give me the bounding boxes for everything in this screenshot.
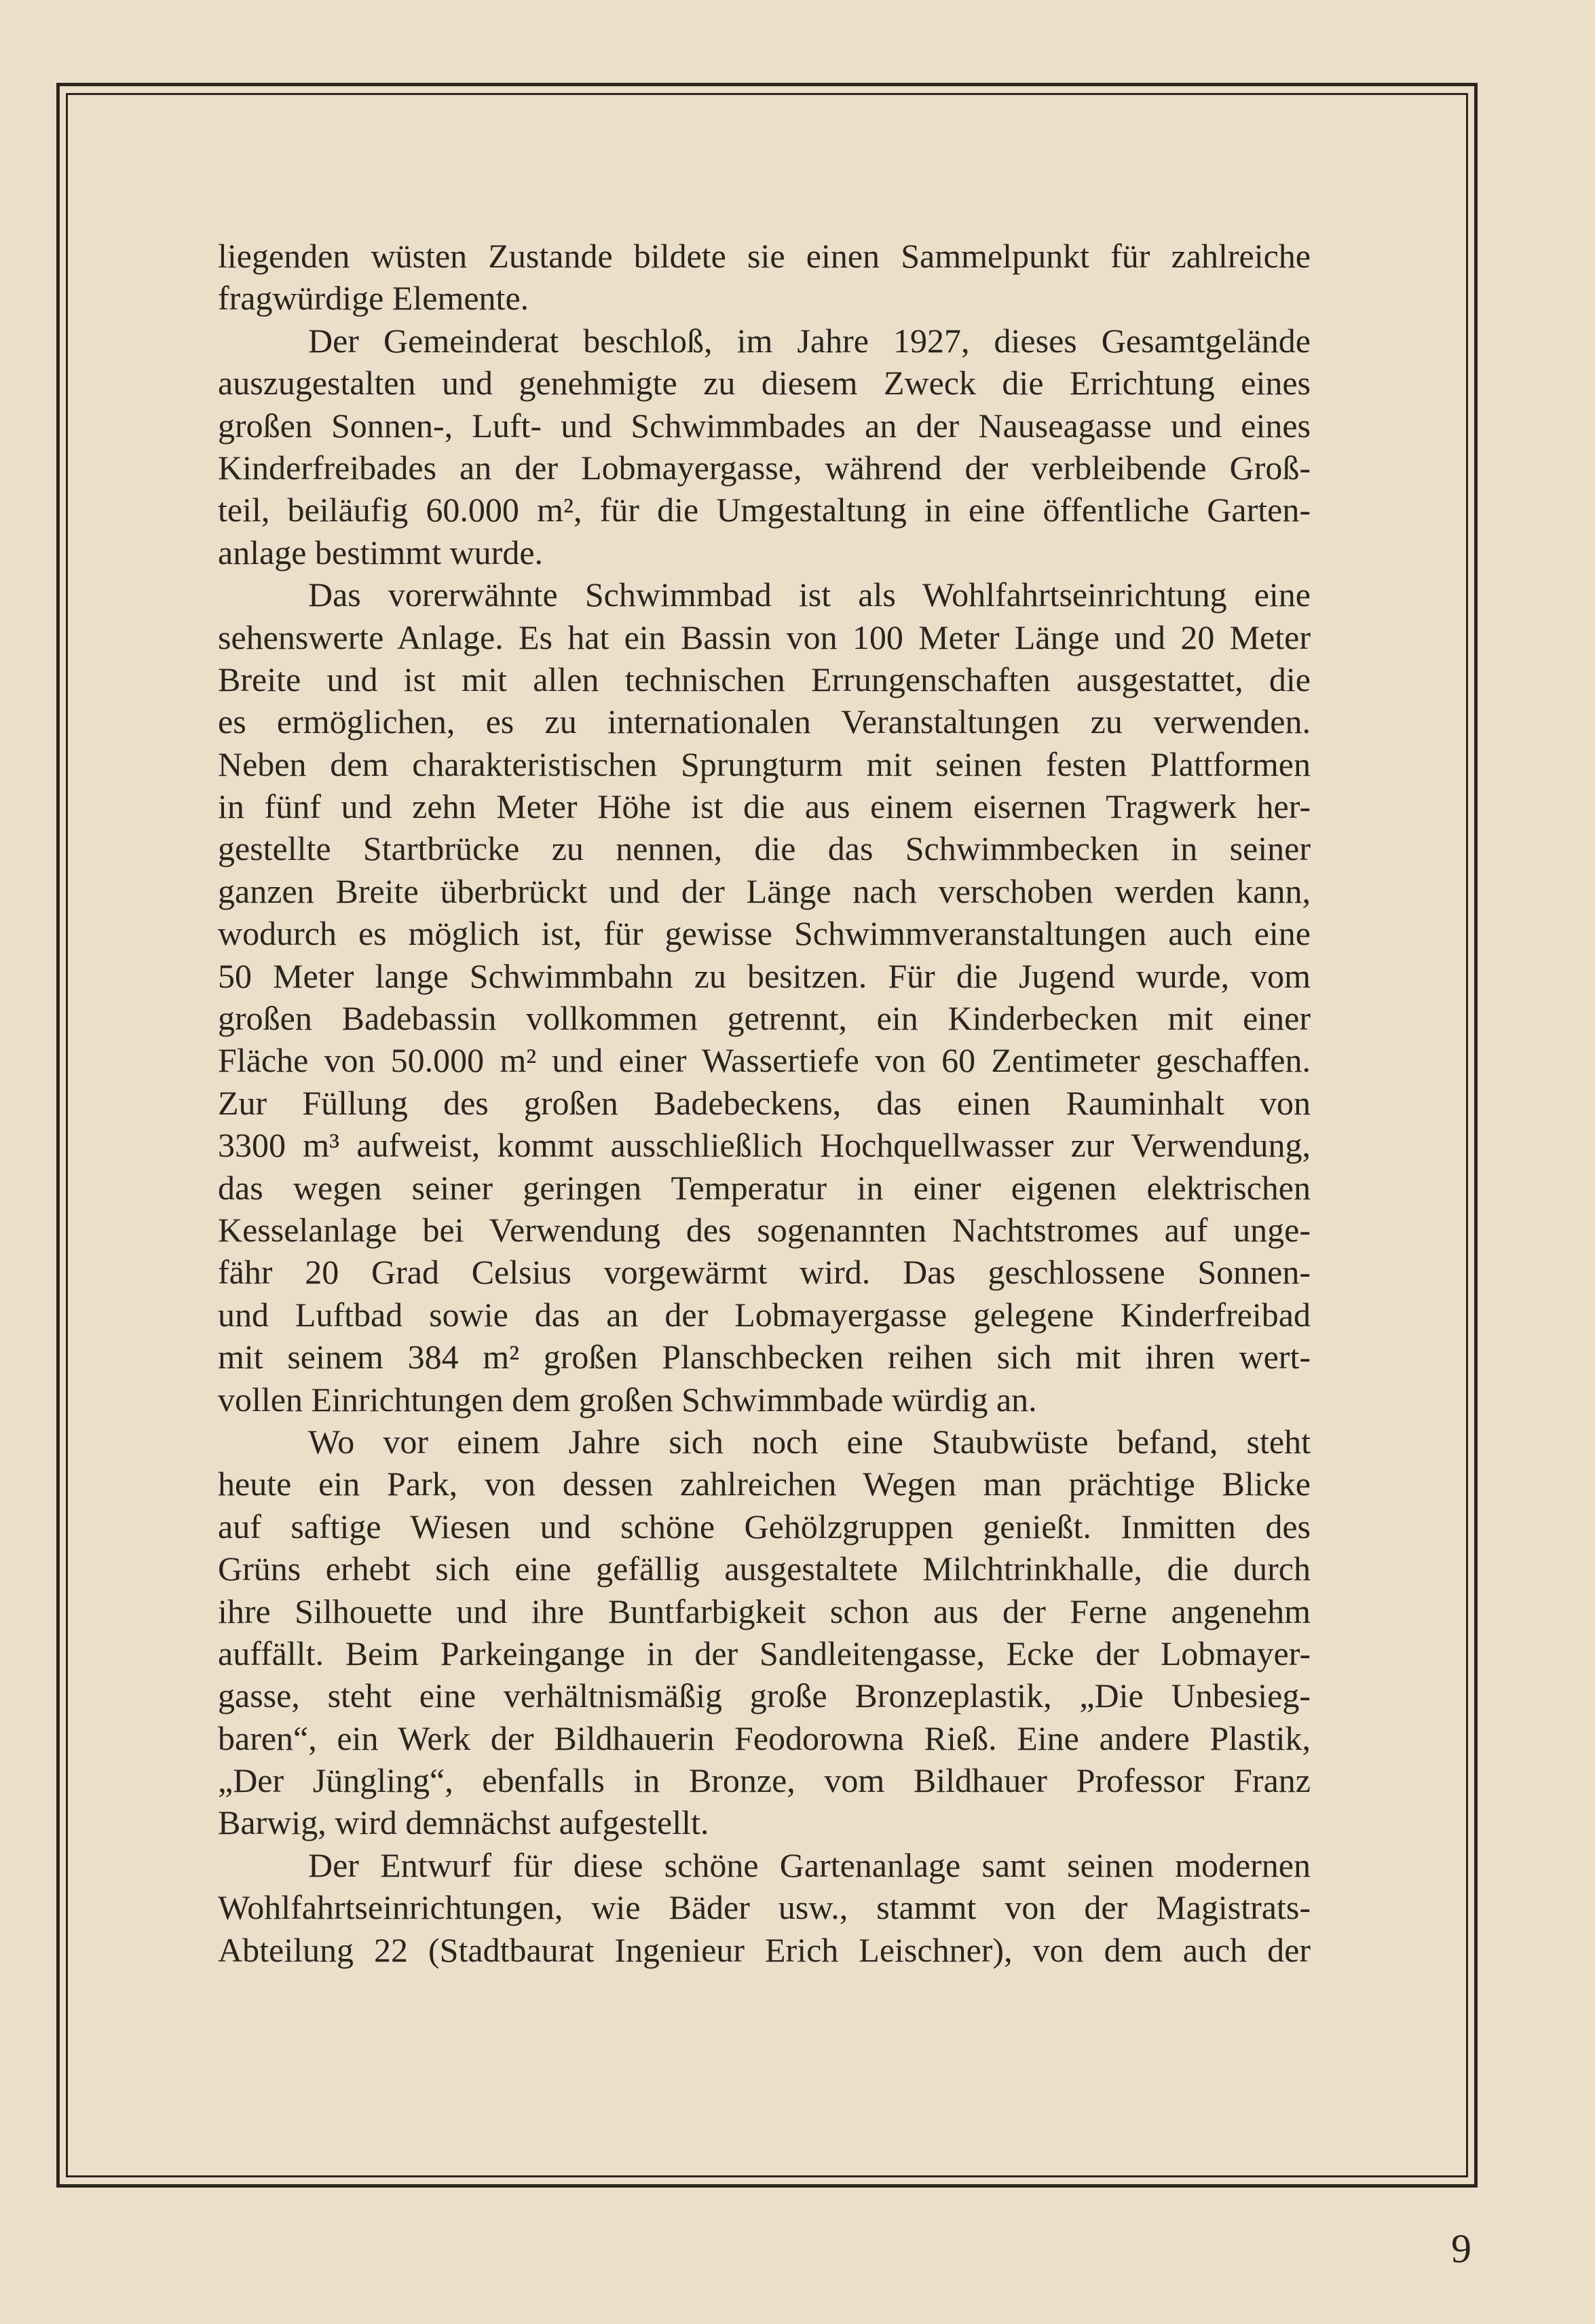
text-line: „Der Jüngling“, ebenfalls in Bronze, vom Bildhauer Professor Franz bbox=[218, 1761, 1311, 1800]
text-line: großen Sonnen-, Luft- und Schwimmbades an der Nauseagasse und eines bbox=[218, 406, 1311, 445]
text-line: baren“, ein Werk der Bildhauerin Feodorowna Rieß. Eine andere Plastik, bbox=[218, 1719, 1311, 1757]
text-line: Zur Füllung des großen Badebeckens, das einen Rauminhalt von bbox=[218, 1083, 1311, 1122]
text-line: Kinderfreibades an der Lobmayergasse, während der verbleibende Groß- bbox=[218, 448, 1311, 487]
text-line: sehenswerte Anlage. Es hat ein Bassin von 100 Meter Länge und 20 Meter bbox=[218, 618, 1311, 656]
text-line: auszugestalten und genehmigte zu diesem Zweck die Errichtung eines bbox=[218, 364, 1311, 402]
body-text bbox=[218, 235, 1311, 1971]
text-line: fähr 20 Grad Celsius vorgewärmt wird. Das geschlossene Sonnen- bbox=[218, 1253, 1311, 1292]
text-line: heute ein Park, von dessen zahlreichen Wegen man prächtige Blicke bbox=[218, 1465, 1311, 1503]
text-line: wodurch es möglich ist, für gewisse Schwimmveranstaltungen auch eine bbox=[218, 914, 1311, 953]
text-line: liegenden wüsten Zustande bildete sie einen Sammelpunkt für zahlreiche bbox=[218, 237, 1311, 275]
text-line: mit seinem 384 m² großen Planschbecken reihen sich mit ihren wert- bbox=[218, 1338, 1311, 1376]
text-line: Breite und ist mit allen technischen Errungenschaften ausgestattet, die bbox=[218, 660, 1311, 698]
paragraph-3 bbox=[218, 574, 1311, 1421]
text-line: anlage bestimmt wurde. bbox=[218, 533, 544, 571]
text-line: Grüns erhebt sich eine gefällig ausgestaltete Milchtrinkhalle, die durch bbox=[218, 1550, 1311, 1588]
text-line: in fünf und zehn Meter Höhe ist die aus einem eisernen Tragwerk her- bbox=[218, 787, 1311, 826]
text-line: Das vorerwähnte Schwimmbad ist als Wohlfahrtseinrichtung eine bbox=[308, 576, 1311, 614]
text-line: ihre Silhouette und ihre Buntfarbigkeit schon aus der Ferne angenehm bbox=[218, 1592, 1311, 1630]
text-line: das wegen seiner geringen Temperatur in einer eigenen elektrischen bbox=[218, 1168, 1311, 1207]
text-line: und Luftbad sowie das an der Lobmayergasse gelegene Kinderfreibad bbox=[218, 1295, 1311, 1334]
text-line: teil, beiläufig 60.000 m², für die Umgestaltung in eine öffentliche Garten- bbox=[218, 491, 1311, 529]
text-line: Der Gemeinderat beschloß, im Jahre 1927, dieses Gesamtgelände bbox=[308, 321, 1311, 360]
paragraph-4 bbox=[218, 1421, 1311, 1844]
text-line: großen Badebassin vollkommen getrennt, ein Kinderbecken mit einer bbox=[218, 999, 1311, 1038]
text-line: Barwig, wird demnächst aufgestellt. bbox=[218, 1803, 709, 1842]
text-line: fragwürdige Elemente. bbox=[218, 279, 529, 318]
text-line: Fläche von 50.000 m² und einer Wassertiefe von 60 Zentimeter geschaffen. bbox=[218, 1041, 1311, 1080]
text-line: auf saftige Wiesen und schöne Gehölzgruppen genießt. Inmitten des bbox=[218, 1507, 1311, 1545]
text-line: auffällt. Beim Parkeingange in der Sandleitengasse, Ecke der Lobmayer- bbox=[218, 1634, 1311, 1672]
text-line: Neben dem charakteristischen Sprungturm mit seinen festen Plattformen bbox=[218, 745, 1311, 783]
text-line: Kesselanlage bei Verwendung des sogenannten Nachtstromes auf unge- bbox=[218, 1210, 1311, 1249]
text-line: Wohlfahrtseinrichtungen, wie Bäder usw., stammt von der Magistrats- bbox=[218, 1888, 1311, 1927]
text-line: Abteilung 22 (Stadtbaurat Ingenieur Erich Leischner), von dem auch der bbox=[218, 1930, 1311, 1969]
paragraph-2 bbox=[218, 320, 1311, 574]
text-line: 3300 m³ aufweist, kommt ausschließlich Hochquellwasser zur Verwendung, bbox=[218, 1126, 1311, 1165]
text-line: Wo vor einem Jahre sich noch eine Staubwüste befand, steht bbox=[308, 1422, 1311, 1461]
paragraph-5 bbox=[218, 1844, 1311, 1971]
text-line: Der Entwurf für diese schöne Gartenanlage samt seinen modernen bbox=[308, 1845, 1311, 1884]
text-line: gestellte Startbrücke zu nennen, die das Schwimmbecken in seiner bbox=[218, 829, 1311, 868]
text-line: gasse, steht eine verhältnismäßig große Bronzeplastik, „Die Unbesieg- bbox=[218, 1676, 1311, 1715]
text-line: vollen Einrichtungen dem großen Schwimmbade würdig an. bbox=[218, 1380, 1037, 1419]
paragraph-1 bbox=[218, 235, 1311, 320]
text-line: 50 Meter lange Schwimmbahn zu besitzen. Für die Jugend wurde, vom bbox=[218, 956, 1311, 995]
page-number: 9 bbox=[1451, 2226, 1471, 2271]
text-line: es ermöglichen, es zu internationalen Veranstaltungen zu verwenden. bbox=[218, 702, 1311, 741]
text-line: ganzen Breite überbrückt und der Länge nach verschoben werden kann, bbox=[218, 872, 1311, 910]
